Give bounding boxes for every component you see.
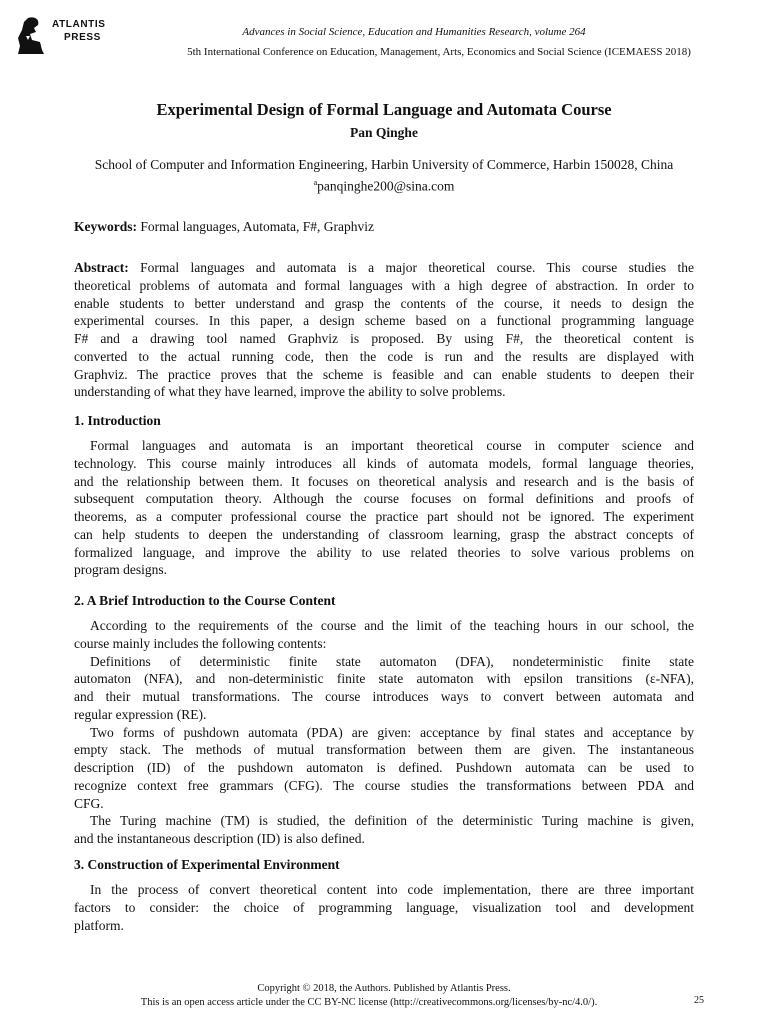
paragraph-line: and the instantaneous description (ID) is also defined. <box>74 831 365 846</box>
paragraph-line: Two forms of pushdown automata (PDA) are given: acceptance by final states and acceptance by <box>90 724 694 740</box>
paragraph-line: According to the requirements of the course and the limit of the teaching hours in our school, the <box>90 618 694 633</box>
paragraph-line: In the process of convert theoretical content into code implementation, there are three important <box>90 882 694 897</box>
paragraph-line: automaton (NFA), and non-deterministic finite state automaton with epsilon transitions (ε-NFA), <box>74 671 694 687</box>
conference-header: 5th International Conference on Education, Management, Arts, Economics and Social Science (ICEMAESS 2018) <box>187 46 691 58</box>
paragraph-line: description (ID) of the pushdown automaton is defined. Pushdown automata can be used to <box>74 760 694 775</box>
keywords-text: Formal languages, Automata, F#, Graphviz <box>137 219 374 234</box>
affiliation: School of Computer and Information Engineering, Harbin University of Commerce, Harbin 150028, China <box>94 157 674 172</box>
paragraph-line: subsequent computation theory. Although the course focuses on formal definitions and proofs of <box>74 491 694 507</box>
paragraph-line: and the relationship between them. It focuses on theoretical analysis and research and is the basis of <box>74 473 694 489</box>
section-2-body <box>74 617 694 848</box>
paragraph-line: recognize context free grammars (CFG). The course studies the transformations between PDA and <box>74 777 694 793</box>
paragraph-line: can help students to deepen the understanding of classroom learning, grasp the abstract concepts of <box>74 526 694 542</box>
paragraph-line: program designs. <box>74 562 167 578</box>
section-3-body <box>74 881 694 934</box>
page-number: 25 <box>694 995 704 1006</box>
paragraph-line: The Turing machine (TM) is studied, the definition of the deterministic Turing machine is given, <box>90 813 694 829</box>
abstract-line: enable students to better understand and grasp the contents of the course, it needs to design the <box>74 295 694 311</box>
paragraph-line: empty stack. The methods of mutual transformation between them are given. The instantaneous <box>74 742 694 758</box>
paragraph-line: CFG. <box>74 795 104 811</box>
paragraph-line: technology. This course mainly introduces all kinds of automata models, formal language theories, <box>74 455 694 471</box>
license-notice: This is an open access article under the CC BY-NC license (http://creativecommons.org/licenses/by-nc/4.0/). <box>140 997 598 1008</box>
paragraph-line: factors to consider: the choice of programming language, visualization tool and development <box>74 899 694 915</box>
abstract-line: Graphviz. The practice proves that the scheme is feasible and can enable students to deepen their <box>74 366 694 382</box>
abstract-line: converted to the actual running code, then the code is run and the results are displayed with <box>74 348 694 364</box>
paragraph-line: platform. <box>74 917 124 933</box>
abstract-line: F# and a drawing tool named Graphviz is proposed. By using F#, the theoretical content is <box>74 331 694 346</box>
abstract-text: Formal languages and automata is a major theoretical course. This course studies the <box>128 260 694 275</box>
abstract-label: Abstract: <box>74 260 129 275</box>
email-superscript: a <box>313 178 318 187</box>
keywords-label: Keywords: <box>74 219 137 234</box>
author-email <box>0 178 768 195</box>
abstract-line <box>74 259 694 277</box>
logo-line-1: ATLANTIS <box>52 19 106 30</box>
paragraph-line: course mainly includes the following contents: <box>74 635 327 651</box>
author-name: Pan Qinghe <box>350 125 418 140</box>
abstract-line: experimental courses. In this paper, a design scheme based on a functional programming language <box>74 313 694 329</box>
logo-line-2: PRESS <box>64 32 101 43</box>
section-heading-2: 2. A Brief Introduction to the Course Content <box>74 593 336 608</box>
section-heading-1: 1. Introduction <box>74 413 161 428</box>
paragraph-line: and their mutual transformations. The course introduces ways to convert between automata and <box>74 689 694 704</box>
series-header: Advances in Social Science, Education and Humanities Research, volume 264 <box>242 26 586 38</box>
paragraph-line: Definitions of deterministic finite state automaton (DFA), nondeterministic finite state <box>90 653 694 669</box>
keywords <box>74 219 374 235</box>
section-heading-3: 3. Construction of Experimental Environment <box>74 857 340 872</box>
paragraph-line: Formal languages and automata is an important theoretical course in computer science and <box>90 438 694 453</box>
email-address[interactable]: panqinghe200@sina.com <box>317 178 455 194</box>
copyright-notice: Copyright © 2018, the Authors. Published by Atlantis Press. <box>257 983 511 994</box>
paper-title: Experimental Design of Formal Language and Automata Course <box>156 100 612 119</box>
paragraph-line: regular expression (RE). <box>74 706 207 722</box>
abstract <box>74 259 694 401</box>
abstract-line: understanding of what they have learned, improve the ability to solve problems. <box>74 384 506 400</box>
paragraph-line: formalized language, and improve the ability to use related theories to solve various problems on <box>74 544 694 560</box>
paragraph-line: theorems, as a computer professional course the practice part should not be ignored. The experiment <box>74 509 694 524</box>
abstract-line: theoretical problems of automata and formal languages with a high degree of abstraction. In order to <box>74 277 694 293</box>
section-1-body <box>74 437 694 579</box>
